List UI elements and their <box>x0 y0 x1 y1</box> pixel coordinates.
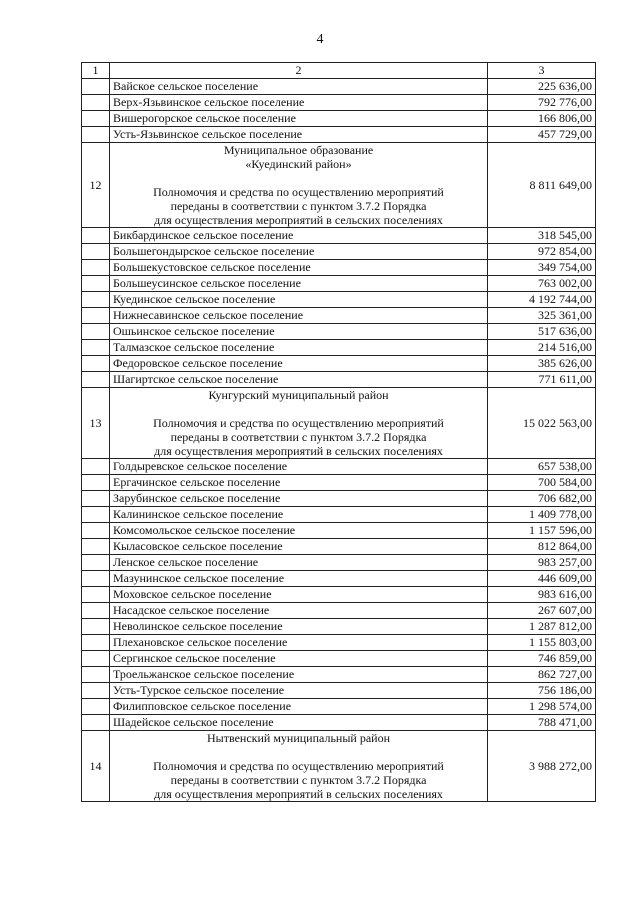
settlement-name: Федоровское сельское поселение <box>110 356 488 372</box>
row-number-cell <box>82 244 110 260</box>
section-title-line: Муниципальное образование <box>223 143 374 157</box>
amount-value: 983 616,00 <box>488 587 596 603</box>
row-number-cell <box>82 324 110 340</box>
section-total: 15 022 563,00 <box>488 388 596 459</box>
section-number: 12 <box>82 143 110 228</box>
table-row <box>82 127 596 143</box>
row-number-cell <box>82 79 110 95</box>
row-number-cell <box>82 587 110 603</box>
row-number-cell <box>82 228 110 244</box>
table-body <box>82 63 596 802</box>
amount-value: 446 609,00 <box>488 571 596 587</box>
amount-value: 763 002,00 <box>488 276 596 292</box>
table-row <box>82 459 596 475</box>
table-row <box>82 356 596 372</box>
row-number-cell <box>82 276 110 292</box>
row-number-cell <box>82 667 110 683</box>
section-desc-line: переданы в соответствии с пунктом 3.7.2 Порядка <box>170 430 427 444</box>
section-desc-line: для осуществления мероприятий в сельских поселениях <box>154 444 443 458</box>
amount-value: 792 776,00 <box>488 95 596 111</box>
section-title-line: «Куединский район» <box>245 157 352 171</box>
settlement-name: Верх-Язьвинское сельское поселение <box>110 95 488 111</box>
settlement-name: Нижнесавинское сельское поселение <box>110 308 488 324</box>
amount-value: 4 192 744,00 <box>488 292 596 308</box>
amount-value: 812 864,00 <box>488 539 596 555</box>
section-desc-line: Полномочия и средства по осуществлению мероприятий <box>153 416 444 430</box>
amount-value: 385 626,00 <box>488 356 596 372</box>
table-row <box>82 539 596 555</box>
table-row <box>82 324 596 340</box>
amount-value: 517 636,00 <box>488 324 596 340</box>
settlement-name: Насадское сельское поселение <box>110 603 488 619</box>
table-row <box>82 79 596 95</box>
amount-value: 972 854,00 <box>488 244 596 260</box>
row-number-cell <box>82 651 110 667</box>
row-number-cell <box>82 308 110 324</box>
settlement-name: Комсомольское сельское поселение <box>110 523 488 539</box>
row-number-cell <box>82 356 110 372</box>
page-number: 4 <box>316 32 324 47</box>
amount-value: 706 682,00 <box>488 491 596 507</box>
settlement-name: Куединское сельское поселение <box>110 292 488 308</box>
table-row <box>82 308 596 324</box>
table-row <box>82 372 596 388</box>
settlement-name: Ергачинское сельское поселение <box>110 475 488 491</box>
section-number: 14 <box>82 731 110 802</box>
amount-value: 771 611,00 <box>488 372 596 388</box>
settlement-name: Мазунинское сельское поселение <box>110 571 488 587</box>
amount-value: 457 729,00 <box>488 127 596 143</box>
row-number-cell <box>82 475 110 491</box>
table-row <box>82 228 596 244</box>
row-number-cell <box>82 372 110 388</box>
row-number-cell <box>82 340 110 356</box>
section-total: 8 811 649,00 <box>488 143 596 228</box>
settlement-name: Ленское сельское поселение <box>110 555 488 571</box>
settlement-name: Усть-Язьвинское сельское поселение <box>110 127 488 143</box>
table-row <box>82 491 596 507</box>
settlement-name: Филипповское сельское поселение <box>110 699 488 715</box>
section-desc-line: Полномочия и средства по осуществлению мероприятий <box>153 185 444 199</box>
section-desc-line: переданы в соответствии с пунктом 3.7.2 Порядка <box>170 773 427 787</box>
section-title-line: Нытвенский муниципальный район <box>207 731 390 745</box>
table-row <box>82 95 596 111</box>
table-row <box>82 507 596 523</box>
settlement-name: Сергинское сельское поселение <box>110 651 488 667</box>
settlement-name: Шадейское сельское поселение <box>110 715 488 731</box>
row-number-cell <box>82 95 110 111</box>
amount-value: 166 806,00 <box>488 111 596 127</box>
spacer <box>113 402 484 416</box>
amount-value: 657 538,00 <box>488 459 596 475</box>
row-number-cell <box>82 715 110 731</box>
settlement-name: Талмазское сельское поселение <box>110 340 488 356</box>
settlement-name: Усть-Турское сельское поселение <box>110 683 488 699</box>
section-desc-line: Полномочия и средства по осуществлению мероприятий <box>153 759 444 773</box>
row-number-cell <box>82 523 110 539</box>
section-description <box>110 388 488 459</box>
row-number-cell <box>82 292 110 308</box>
allocation-table <box>81 62 596 802</box>
section-total: 3 988 272,00 <box>488 731 596 802</box>
settlement-name: Ошьинское сельское поселение <box>110 324 488 340</box>
table-row <box>82 603 596 619</box>
row-number-cell <box>82 699 110 715</box>
settlement-name: Большеусинское сельское поселение <box>110 276 488 292</box>
header-row <box>82 63 596 79</box>
table-row <box>82 587 596 603</box>
row-number-cell <box>82 619 110 635</box>
row-number-cell <box>82 683 110 699</box>
amount-value: 1 298 574,00 <box>488 699 596 715</box>
amount-value: 788 471,00 <box>488 715 596 731</box>
amount-value: 267 607,00 <box>488 603 596 619</box>
section-description <box>110 143 488 228</box>
amount-value: 1 157 596,00 <box>488 523 596 539</box>
amount-value: 214 516,00 <box>488 340 596 356</box>
table-row <box>82 475 596 491</box>
section-description <box>110 731 488 802</box>
section-desc-line: для осуществления мероприятий в сельских поселениях <box>154 787 443 801</box>
spacer <box>113 745 484 759</box>
row-number-cell <box>82 111 110 127</box>
table-row <box>82 619 596 635</box>
section-header-row <box>82 731 596 802</box>
amount-value: 862 727,00 <box>488 667 596 683</box>
settlement-name: Калининское сельское поселение <box>110 507 488 523</box>
row-number-cell <box>82 260 110 276</box>
amount-value: 756 186,00 <box>488 683 596 699</box>
row-number-cell <box>82 507 110 523</box>
spacer <box>113 171 484 185</box>
settlement-name: Большегондырское сельское поселение <box>110 244 488 260</box>
table-row <box>82 651 596 667</box>
table-row <box>82 244 596 260</box>
settlement-name: Троельжанское сельское поселение <box>110 667 488 683</box>
table-row <box>82 667 596 683</box>
row-number-cell <box>82 459 110 475</box>
settlement-name: Неволинское сельское поселение <box>110 619 488 635</box>
amount-value: 325 361,00 <box>488 308 596 324</box>
table-row <box>82 276 596 292</box>
section-header-row <box>82 143 596 228</box>
header-col-3: 3 <box>488 63 596 79</box>
amount-value: 318 545,00 <box>488 228 596 244</box>
settlement-name: Зарубинское сельское поселение <box>110 491 488 507</box>
settlement-name: Вишерогорское сельское поселение <box>110 111 488 127</box>
section-desc-line: для осуществления мероприятий в сельских поселениях <box>154 213 443 227</box>
settlement-name: Моховское сельское поселение <box>110 587 488 603</box>
section-desc-line: переданы в соответствии с пунктом 3.7.2 Порядка <box>170 199 427 213</box>
table-row <box>82 292 596 308</box>
amount-value: 1 409 778,00 <box>488 507 596 523</box>
settlement-name: Плехановское сельское поселение <box>110 635 488 651</box>
amount-value: 1 287 812,00 <box>488 619 596 635</box>
row-number-cell <box>82 635 110 651</box>
amount-value: 746 859,00 <box>488 651 596 667</box>
table-row <box>82 111 596 127</box>
header-col-2: 2 <box>110 63 488 79</box>
amount-value: 349 754,00 <box>488 260 596 276</box>
row-number-cell <box>82 539 110 555</box>
settlement-name: Шагиртское сельское поселение <box>110 372 488 388</box>
section-number: 13 <box>82 388 110 459</box>
table-row <box>82 571 596 587</box>
table-row <box>82 715 596 731</box>
settlement-name: Вайское сельское поселение <box>110 79 488 95</box>
row-number-cell <box>82 127 110 143</box>
table-row <box>82 260 596 276</box>
table-row <box>82 683 596 699</box>
amount-value: 1 155 803,00 <box>488 635 596 651</box>
table-row <box>82 340 596 356</box>
row-number-cell <box>82 603 110 619</box>
section-title-line: Кунгурский муниципальный район <box>208 388 389 402</box>
row-number-cell <box>82 571 110 587</box>
table-row <box>82 699 596 715</box>
table-row <box>82 555 596 571</box>
settlement-name: Большекустовское сельское поселение <box>110 260 488 276</box>
settlement-name: Голдыревское сельское поселение <box>110 459 488 475</box>
amount-value: 983 257,00 <box>488 555 596 571</box>
row-number-cell <box>82 491 110 507</box>
settlement-name: Кыласовское сельское поселение <box>110 539 488 555</box>
settlement-name: Бикбардинское сельское поселение <box>110 228 488 244</box>
header-col-1: 1 <box>82 63 110 79</box>
table-row <box>82 635 596 651</box>
amount-value: 225 636,00 <box>488 79 596 95</box>
section-header-row <box>82 388 596 459</box>
row-number-cell <box>82 555 110 571</box>
table-row <box>82 523 596 539</box>
amount-value: 700 584,00 <box>488 475 596 491</box>
